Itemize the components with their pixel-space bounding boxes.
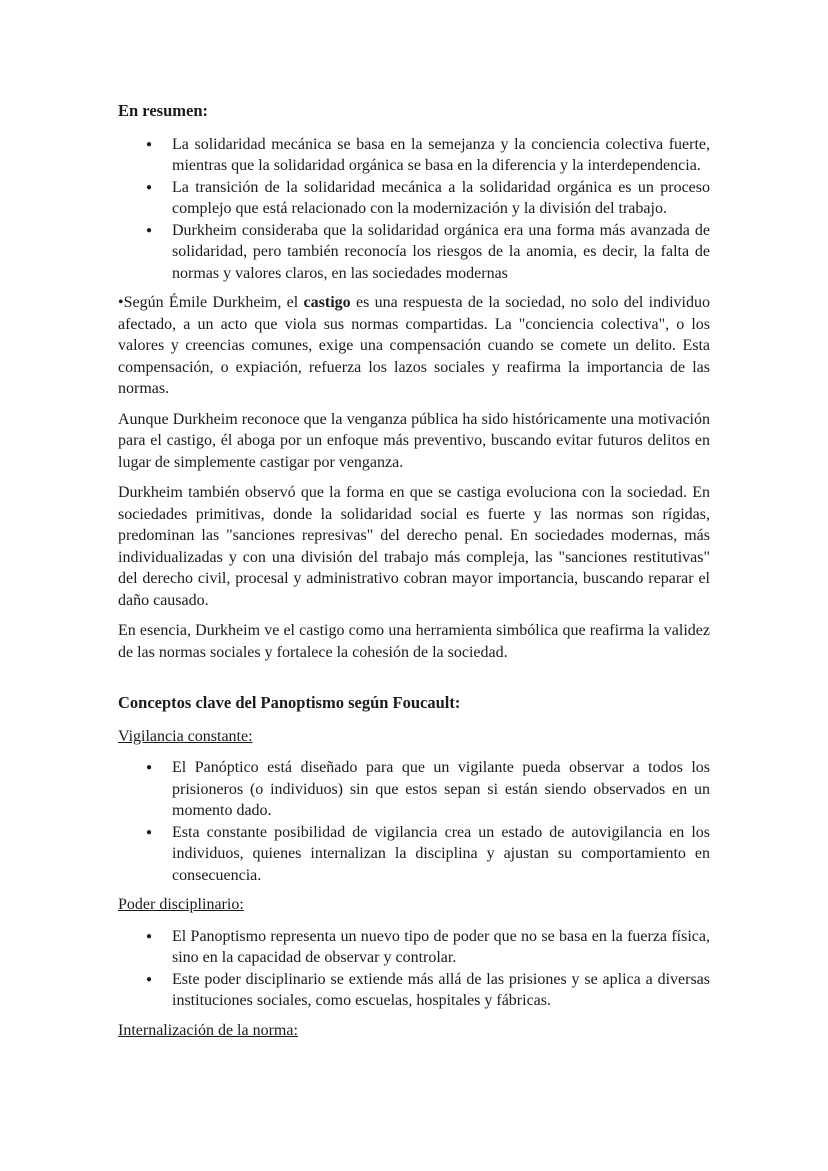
- section-heading-panoptismo: Conceptos clave del Panoptismo según Foucault:: [118, 693, 461, 712]
- paragraph-castigo-definition: [118, 292, 710, 400]
- list-item: ● La transición de la solidaridad mecánica a la solidaridad orgánica es un proceso complejo que está relacionado con la modernización y la división del trabajo.: [118, 177, 710, 220]
- paragraph-text-suffix: es una respuesta de la sociedad, no solo del individuo afectado, a un acto que viola sus normas compartidas. La "conciencia colectiva", o los valores y creencias comunes, exige una compensación cuando se comete un delito. Esta compensación, o expiación, refuerza los lazos sociales y reafirma la importancia de las normas.: [118, 294, 711, 397]
- subheading-poder-disciplinario: [118, 894, 710, 916]
- paragraph-venganza-publica: Aunque Durkheim reconoce que la venganza pública ha sido históricamente una motivación para el castigo, él aboga por un enfoque más preventivo, buscando evitar futuros delitos en lugar de simplemente castigar por venganza.: [118, 410, 710, 471]
- list-item: ● El Panoptismo representa un nuevo tipo de poder que no se basa en la fuerza física, sino en la capacidad de observar y controlar.: [118, 926, 710, 969]
- paragraph-evolucion-castigo: Durkheim también observó que la forma en que se castiga evoluciona con la sociedad. En sociedades primitivas, donde la solidaridad social es fuerte y las normas son rígidas, predominan las "sanciones represivas" del derecho penal. En sociedades modernas, más individualizadas y con una división del trabajo más compleja, las "sanciones restitutivas" del derecho civil, procesal y administrativo cobran mayor importancia, buscando reparar el daño causado.: [118, 484, 710, 609]
- list-item: ● El Panóptico está diseñado para que un vigilante pueda observar a todos los prisioneros (o individuos) sin que estos sepan si están siendo observados en un momento dado.: [118, 757, 710, 822]
- list-item: ● Durkheim consideraba que la solidaridad orgánica era una forma más avanzada de solidaridad, pero también reconocía los riesgos de la anomia, es decir, la falta de normas y valores claros, en las sociedades modernas: [118, 220, 710, 285]
- resumen-bullet-list: [118, 134, 710, 285]
- list-item: ● Esta constante posibilidad de vigilancia crea un estado de autovigilancia en los individuos, quienes internalizan la disciplina y ajustan su comportamiento en consecuencia.: [118, 822, 710, 887]
- paragraph-esencia-castigo: En esencia, Durkheim ve el castigo como una herramienta simbólica que reafirma la validez de las normas sociales y fortalece la cohesión de la sociedad.: [118, 622, 710, 661]
- list-item: ● La solidaridad mecánica se basa en la semejanza y la conciencia colectiva fuerte, mientras que la solidaridad orgánica se basa en la diferencia y la interdependencia.: [118, 134, 710, 177]
- subheading-text: Vigilancia constante:: [118, 727, 253, 745]
- poder-bullet-list: [118, 926, 710, 1012]
- section-heading-resumen: En resumen:: [118, 101, 208, 120]
- paragraph-text-prefix: •Según Émile Durkheim, el: [118, 294, 304, 311]
- subheading-text: Internalización de la norma:: [118, 1021, 298, 1039]
- bold-term-castigo: castigo: [303, 294, 351, 311]
- subheading-text: Poder disciplinario:: [118, 896, 244, 913]
- list-item: ● Este poder disciplinario se extiende más allá de las prisiones y se aplica a diversas instituciones sociales, como escuelas, hospitales y fábricas.: [118, 969, 710, 1012]
- subheading-vigilancia-constante: [118, 726, 710, 748]
- vigilancia-bullet-list: [118, 757, 710, 886]
- subheading-internalizacion-norma: [118, 1020, 710, 1042]
